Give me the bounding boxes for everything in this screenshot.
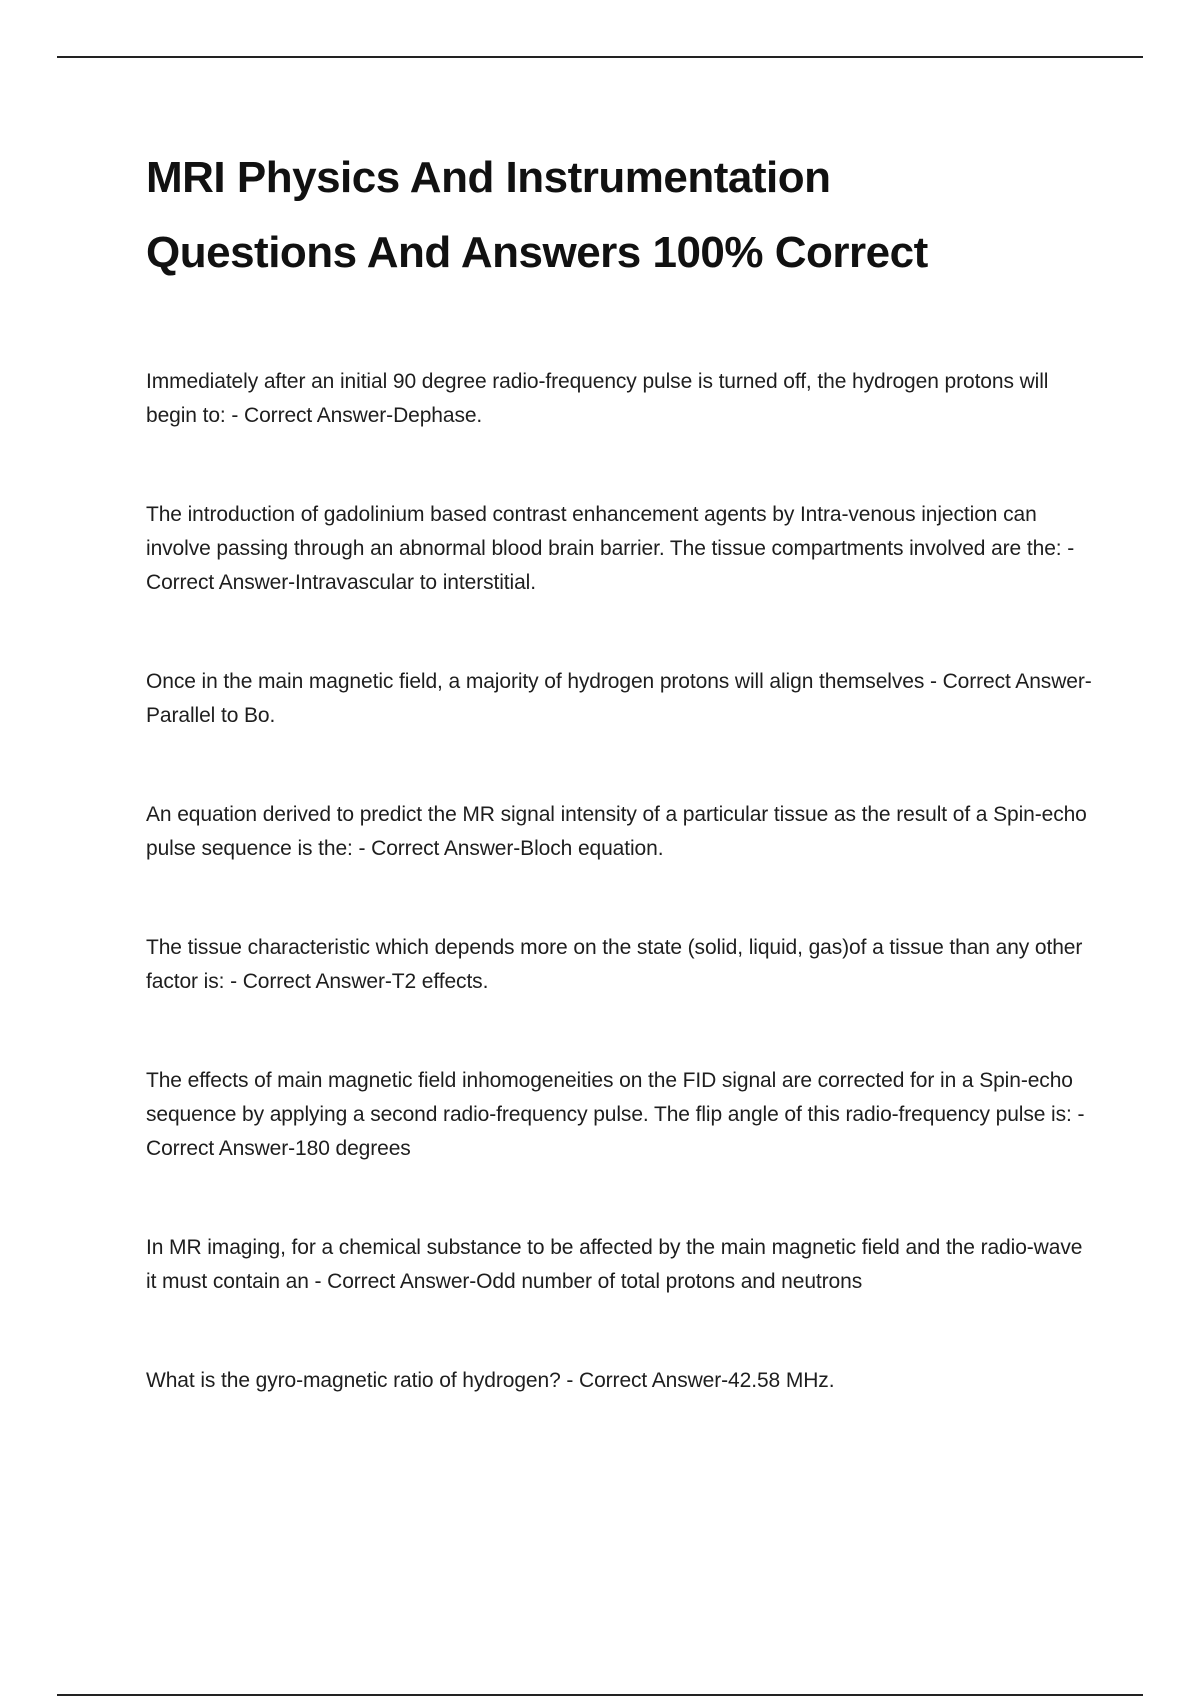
title-line-2: Questions And Answers 100% Correct: [146, 228, 928, 277]
document-title: [146, 140, 1096, 290]
qa-item: The effects of main magnetic field inhomogeneities on the FID signal are corrected for in a Spin-echo sequence by applying a second radio-frequency pulse. The flip angle of this radio-frequency pulse is: - Correct Answer-180 degrees: [146, 1069, 1085, 1160]
title-line-1: MRI Physics And Instrumentation: [146, 153, 831, 202]
top-rule: [57, 56, 1143, 58]
qa-item: In MR imaging, for a chemical substance to be affected by the main magnetic field and the radio-wave it must contain an - Correct Answer-Odd number of total protons and neutrons: [146, 1236, 1083, 1293]
qa-item: Once in the main magnetic field, a majority of hydrogen protons will align themselves - Correct Answer-Parallel to Bo.: [146, 670, 1092, 727]
qa-item: Immediately after an initial 90 degree radio-frequency pulse is turned off, the hydrogen protons will begin to: - Correct Answer-Dephase.: [146, 370, 1049, 427]
qa-item: An equation derived to predict the MR signal intensity of a particular tissue as the result of a Spin-echo pulse sequence is the: - Correct Answer-Bloch equation.: [146, 803, 1087, 860]
qa-item: The tissue characteristic which depends more on the state (solid, liquid, gas)of a tissue than any other factor is: - Correct Answer-T2 effects.: [146, 936, 1083, 993]
qa-item: What is the gyro-magnetic ratio of hydrogen? - Correct Answer-42.58 MHz.: [146, 1369, 835, 1392]
bottom-rule: [57, 1694, 1143, 1696]
qa-item: The introduction of gadolinium based contrast enhancement agents by Intra-venous injection can involve passing through an abnormal blood brain barrier. The tissue compartments involved are the: - Correct Answer-Intravascular to interstitial.: [146, 503, 1075, 594]
qa-list: [146, 365, 1096, 1398]
document-body: [146, 140, 1096, 1463]
